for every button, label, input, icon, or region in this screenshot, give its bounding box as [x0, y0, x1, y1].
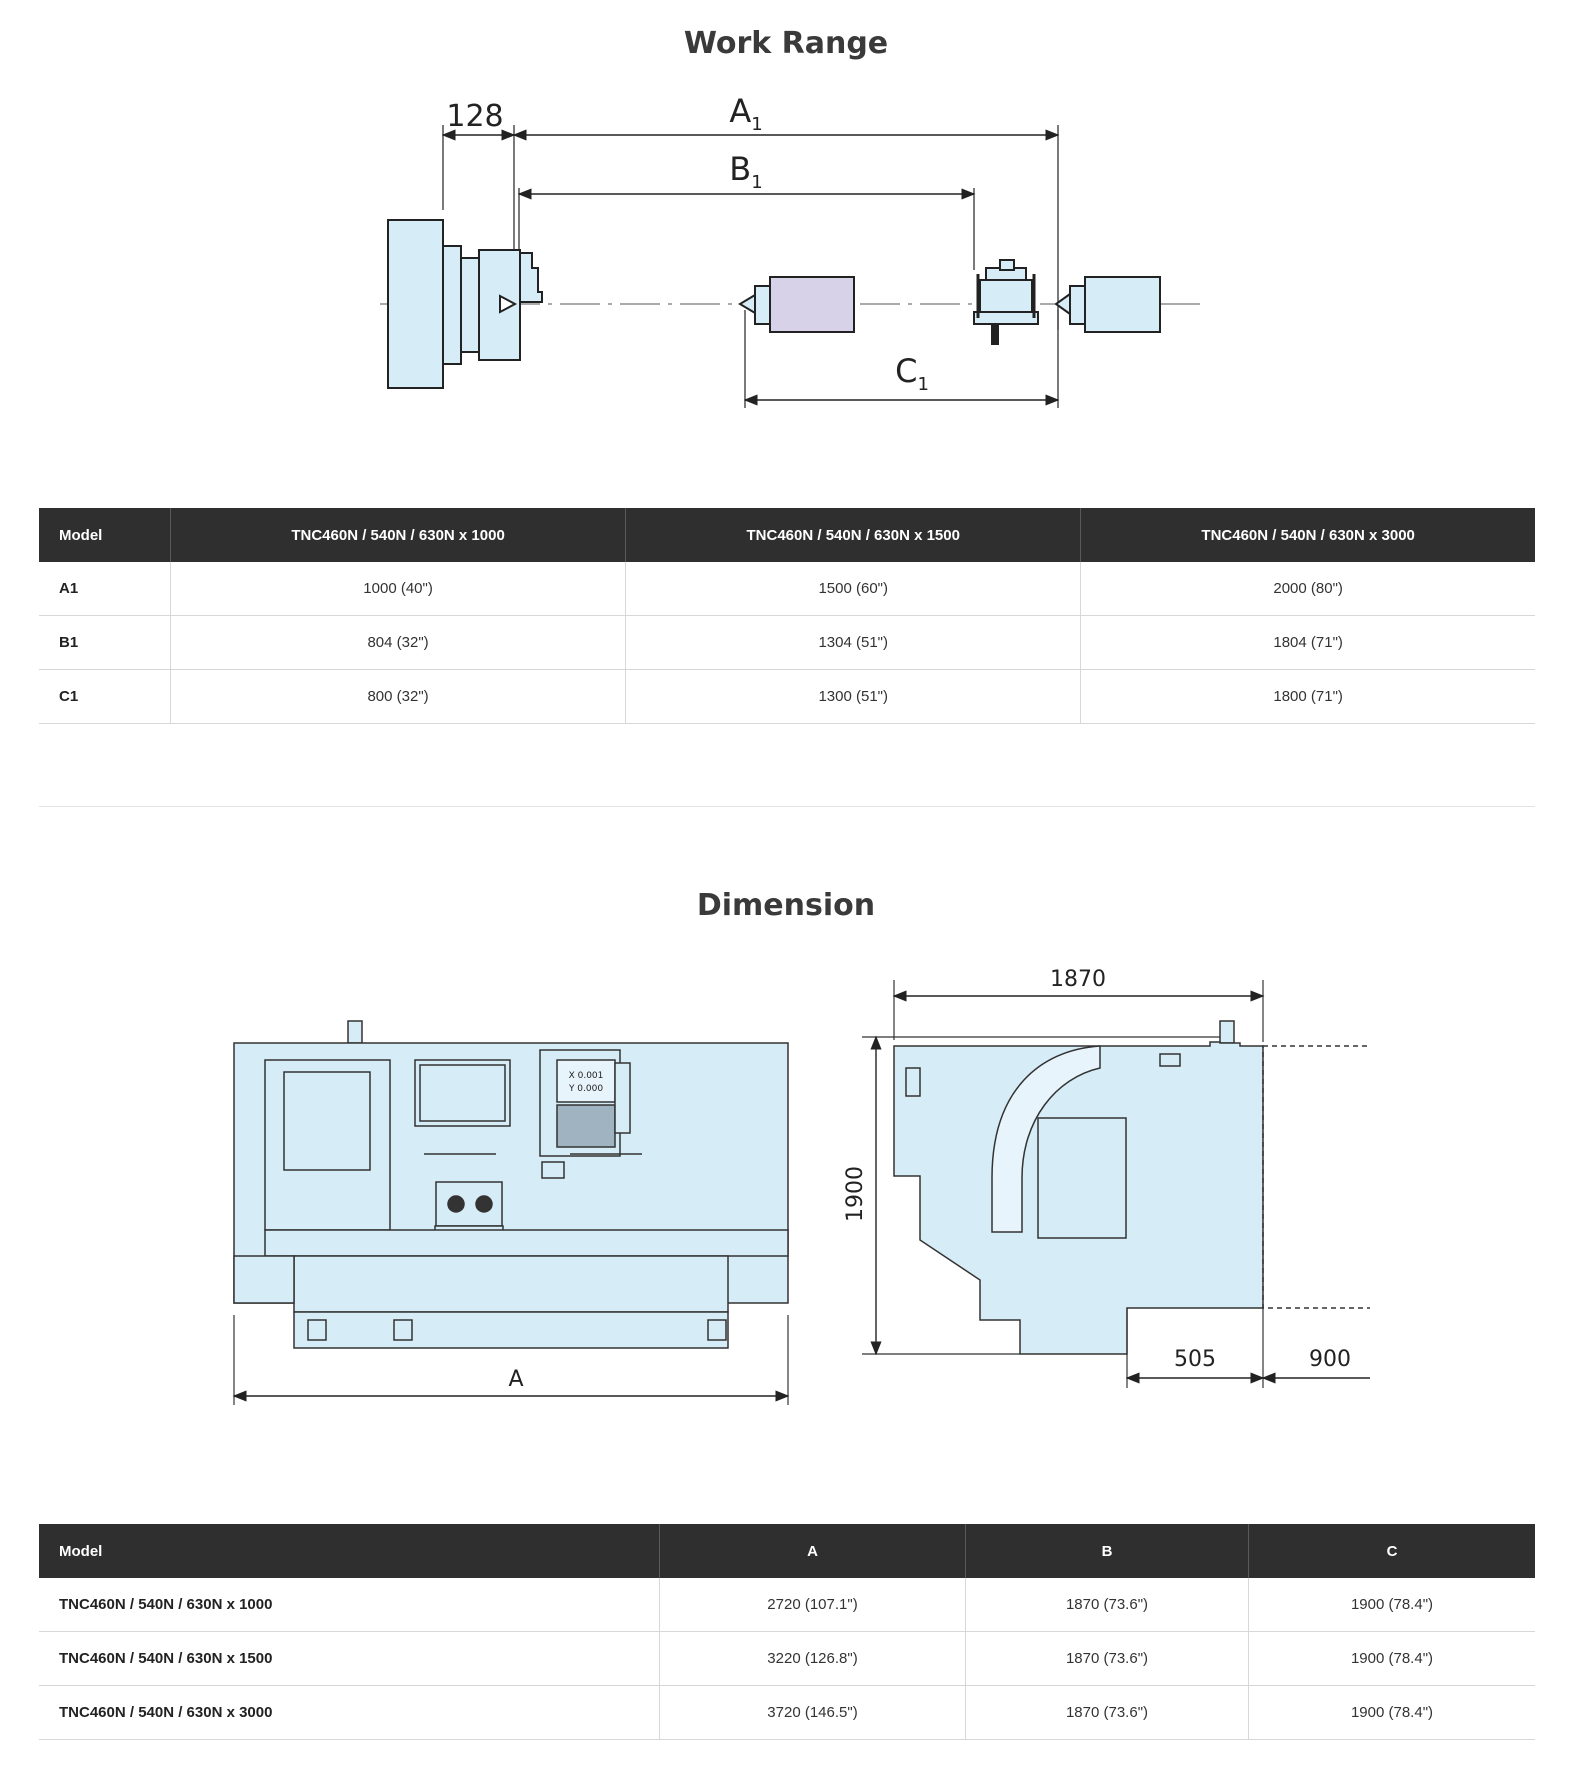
table-header-row	[39, 508, 1535, 562]
table-cell: C1	[39, 670, 171, 724]
dimension-diagram	[220, 950, 1370, 1430]
header-cell: Model	[39, 1524, 660, 1578]
front-view-shape	[234, 1021, 788, 1348]
table-cell: 1900 (78.4")	[1249, 1578, 1536, 1632]
header-cell: TNC460N / 540N / 630N x 3000	[1081, 508, 1535, 562]
table-row	[39, 1578, 1535, 1632]
header-cell: TNC460N / 540N / 630N x 1000	[171, 508, 626, 562]
label-128: 128	[446, 99, 504, 134]
table-row	[39, 670, 1535, 724]
table-cell: 1870 (73.6")	[966, 1632, 1249, 1686]
side-view-shape	[894, 1021, 1370, 1354]
dimension-title: Dimension	[696, 888, 876, 923]
table-cell: B1	[39, 616, 171, 670]
table-cell: 3720 (146.5")	[660, 1686, 966, 1740]
label-a: A	[508, 1367, 524, 1392]
display-y: Y 0.000	[568, 1084, 604, 1094]
table-row	[39, 562, 1535, 616]
table-cell: 1900 (78.4")	[1249, 1686, 1536, 1740]
display-x: X 0.001	[568, 1071, 604, 1081]
label-1870: 1870	[1050, 967, 1106, 992]
table-cell: 1870 (73.6")	[966, 1686, 1249, 1740]
table-cell: 1900 (78.4")	[1249, 1632, 1536, 1686]
table-cell: 1304 (51")	[626, 616, 1081, 670]
header-cell: TNC460N / 540N / 630N x 1500	[626, 508, 1081, 562]
label-c1: $C_1$	[895, 352, 929, 395]
label-a1: $A_1$	[729, 92, 763, 135]
table-cell: 1870 (73.6")	[966, 1578, 1249, 1632]
label-900: 900	[1309, 1347, 1351, 1372]
section-divider	[39, 806, 1535, 807]
table-row	[39, 1686, 1535, 1740]
header-cell: Model	[39, 508, 171, 562]
table-cell: A1	[39, 562, 171, 616]
table-row	[39, 1632, 1535, 1686]
table-cell: 1500 (60")	[626, 562, 1081, 616]
table-cell: 2720 (107.1")	[660, 1578, 966, 1632]
table-cell: 1300 (51")	[626, 670, 1081, 724]
label-505: 505	[1174, 1347, 1216, 1372]
table-cell: 1804 (71")	[1081, 616, 1535, 670]
toolpost-shape	[974, 260, 1038, 324]
table-cell: TNC460N / 540N / 630N x 1500	[39, 1632, 660, 1686]
table-cell: 804 (32")	[171, 616, 626, 670]
dimension-table	[39, 1524, 1535, 1740]
table-cell: 1800 (71")	[1081, 670, 1535, 724]
work-range-diagram	[380, 90, 1220, 420]
work-range-table	[39, 508, 1535, 724]
workpiece-shape	[740, 277, 854, 332]
work-range-title: Work Range	[683, 26, 889, 61]
table-row	[39, 616, 1535, 670]
table-cell: TNC460N / 540N / 630N x 1000	[39, 1578, 660, 1632]
table-cell: 800 (32")	[171, 670, 626, 724]
header-cell: B	[966, 1524, 1249, 1578]
table-header-row	[39, 1524, 1535, 1578]
header-cell: C	[1249, 1524, 1536, 1578]
header-cell: A	[660, 1524, 966, 1578]
table-cell: TNC460N / 540N / 630N x 3000	[39, 1686, 660, 1740]
label-b1: $B_1$	[729, 150, 763, 193]
table-cell: 2000 (80")	[1081, 562, 1535, 616]
label-1900: 1900	[843, 1166, 868, 1222]
table-cell: 3220 (126.8")	[660, 1632, 966, 1686]
table-cell: 1000 (40")	[171, 562, 626, 616]
